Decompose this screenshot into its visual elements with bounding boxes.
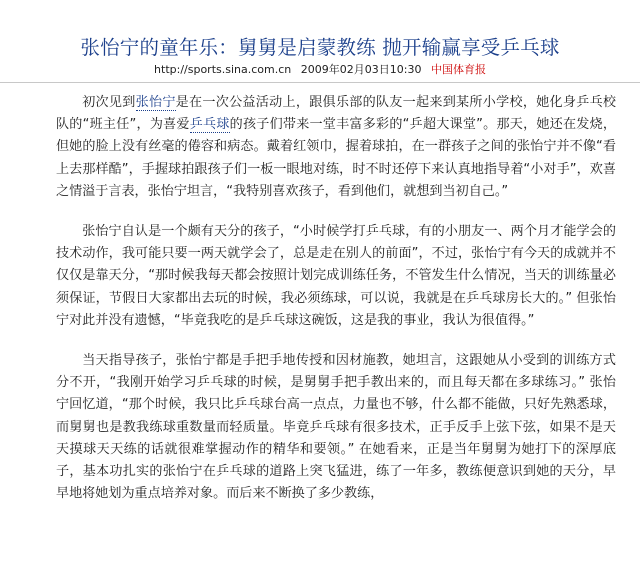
paragraph-text: 当天指导孩子，张怡宁都是手把手地传授和因材施教，她坦言，这跟她从小受到的训练方式分不开，“我刚开始学习乒乓球的时候，是舅舅手把手教出来的，而且每天都在多球练习。” 张怡宁回忆道，“那个时候，我只比乒乓球台高一点点，力量也不够，什么都不能做，只好先熟悉球，而舅舅也是教我练球重数量而轻质量。毕竟乒乓球有很多技术，正手反手上弦下弦，如果不是天天摸球天天练的话就很难掌握动作的精华和要领。” 在她看来，正是当年舅舅为她打下的深厚底子，基本功扎实的张怡宁在乒乓球的道路上突飞猛进，练了一年多，教练便意识到她的天分，早早地将她划为重点培养对象。而后来不断换了多少教练， xyxy=(56,353,616,502)
keyword-link[interactable]: 乒乓球 xyxy=(189,117,230,133)
source-url-link[interactable]: http://sports.sina.com.cn xyxy=(154,63,292,76)
keyword-link[interactable]: 张怡宁 xyxy=(135,95,176,110)
article-paragraph xyxy=(56,221,616,332)
article-paragraph xyxy=(56,92,616,203)
paragraph-text: 是在一次公益活动上，跟俱乐部的队友一起来到某所小学校，她化身乒乓校队的“班主任”，为喜爱 xyxy=(56,95,617,133)
paragraph-text: 初次见到 xyxy=(82,95,136,110)
article-meta xyxy=(0,62,640,78)
source-name-link[interactable]: 中国体育报 xyxy=(430,63,486,76)
paragraph-text: 张怡宁自认是一个颇有天分的孩子，“小时候学打乒乓球，有的小朋友一、两个月才能学会的技术动作，我可能只要一两天就学会了，总是走在别人的前面”，不过，张怡宁有今天的成就并不仅仅是靠天分，“那时候我每天都会按照计划完成训练任务，不管发生什么情况，当天的训练量必须保证，节假日大家都出去玩的时候，我必须练球，可以说，我就是在乒乓球房长大的。” 但张怡宁对此并没有遗憾，“毕竟我吃的是乒乓球这碗饭，这是我的事业，我认为很值得。” xyxy=(56,224,616,328)
article-title: 张怡宁的童年乐：舅舅是启蒙教练 抛开输赢享受乒乓球 xyxy=(80,36,560,60)
publish-datetime: 2009年02月03日10:30 xyxy=(300,63,422,76)
title-divider xyxy=(0,82,640,83)
paragraph-text: 的孩子们带来一堂丰富多彩的“乒超大课堂”。那天，她还在发烧，但她的脸上没有丝毫的倦容和病态。戴着红领巾，握着球拍，在一群孩子之间的张怡宁并不像“看上去那样酷”，手握球拍跟孩子们一板一眼地对练，时不时还停下来认真地指导着“小对手”，欢喜之情溢于言表，张怡宁坦言，“我特别喜欢孩子，看到他们，就想到当初自己。” xyxy=(56,117,616,199)
article-paragraph xyxy=(56,350,616,505)
article-body xyxy=(56,92,616,523)
